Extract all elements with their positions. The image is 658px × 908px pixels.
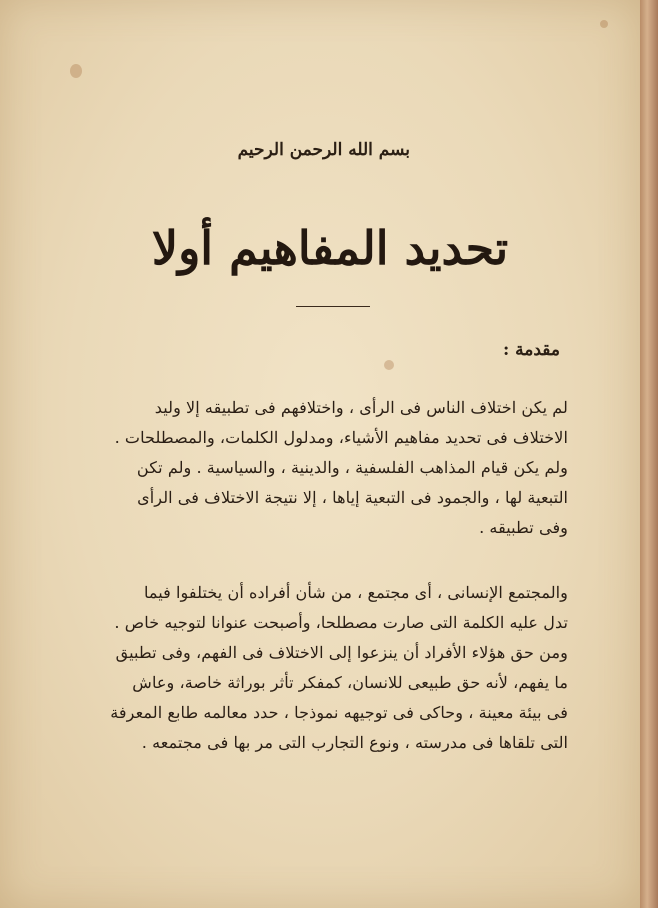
text-line: التى تلقاها فى مدرسته ، ونوع التجارب التى مر بها فى مجتمعه . <box>141 733 568 752</box>
paragraph-1 <box>82 393 568 543</box>
basmala: بسم الله الرحمن الرحيم <box>237 140 410 160</box>
page-title: تحديد المفاهيم أولا <box>151 221 509 275</box>
paper-stain <box>384 360 394 370</box>
text-line: الاختلاف فى تحديد مفاهيم الأشياء، ومدلول الكلمات، والمصطلحات . <box>114 428 568 447</box>
text-line: ولم يكن قيام المذاهب الفلسفية ، والدينية ، والسياسية . ولم تكن <box>136 458 568 477</box>
text-line: ما يفهم، لأنه حق طبيعى للانسان، كمفكر تأثر بوراثة خاصة، وعاش <box>132 673 568 692</box>
text-line: ومن حق هؤلاء الأفراد أن ينزعوا إلى الاختلاف فى الفهم، وفى تطبيق <box>115 643 568 662</box>
page-edge <box>640 0 658 908</box>
paper-stain <box>600 20 608 28</box>
paragraph-2 <box>82 578 568 758</box>
paper-stain <box>70 64 82 78</box>
text-line: وفى تطبيقه . <box>479 518 568 537</box>
text-line: والمجتمع الإنسانى ، أى مجتمع ، من شأن أفراده أن يختلفوا فيما <box>144 583 568 602</box>
title-divider <box>296 306 370 307</box>
text-line: التبعية لها ، والجمود فى التبعية إياها ، إلا نتيجة الاختلاف فى الرأى <box>137 488 568 507</box>
text-line: تدل عليه الكلمة التى صارت مصطلحا، وأصبحت عنوانا لتوجيه خاص . <box>114 613 568 632</box>
text-line: فى بيئة معينة ، وحاكى فى توجيهه نموذجا ، حدد معالمه طابع المعرفة <box>110 703 568 722</box>
section-label: مقدمة : <box>502 340 560 360</box>
text-line: لم يكن اختلاف الناس فى الرأى ، واختلافهم فى تطبيقه إلا وليد <box>154 398 568 417</box>
